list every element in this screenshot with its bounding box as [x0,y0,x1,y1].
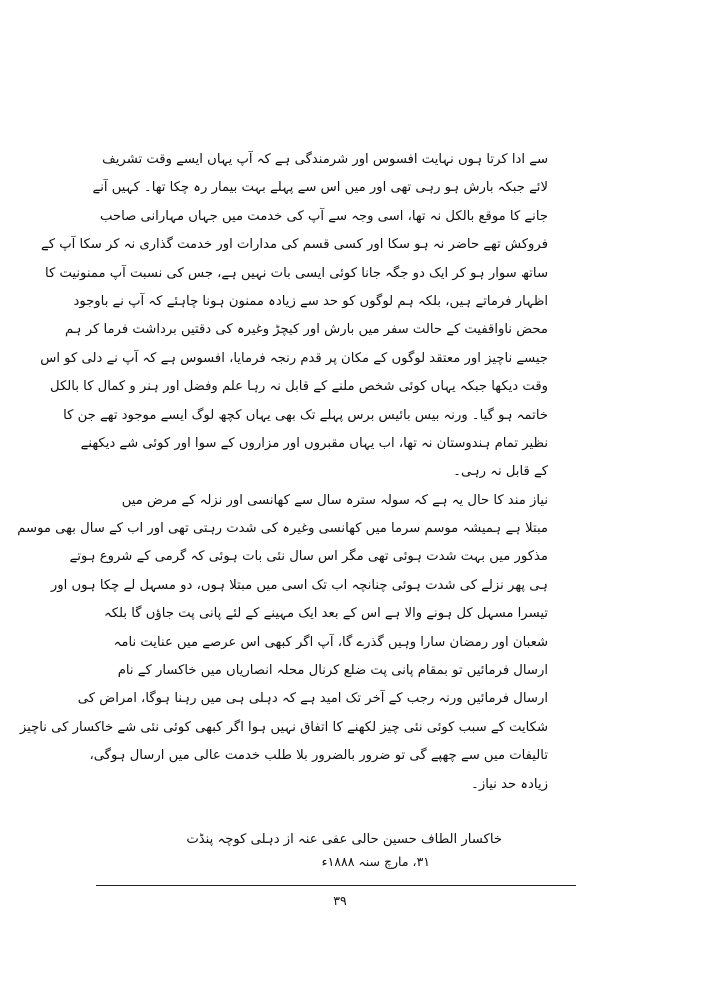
text-line: فروکش تھے حاضر نہ ہو سکا اور کسی قسم کی مدارات اور خدمت گذاری نہ کر سکا آپ کے [41,237,548,253]
text-line: ارسال فرمائیں تو بمقام پانی پت ضلع کرنال محلہ انصاریاں میں خاکسار کے نام [117,663,548,679]
text-line: ساتھ سوار ہو کر ایک دو جگہ جانا کوئی ایسی بات نہیں ہے، جس کی نسبت آپ ممنونیت کا [44,265,548,281]
text-line: لائے جبکہ بارش ہو رہی تھی اور میں اس سے پہلے بہت بیمار رہ چکا تھا۔ کہیں آنے [92,180,548,196]
text-line: مبتلا ہے ہمیشہ موسم سرما میں کھانسی وغیرہ کی شدت رہتی تھی اور اب کے سال بھی موسم [17,521,548,537]
text-line: زیادہ حد نیاز۔ [471,776,548,792]
letter-signature: خاکسار الطاف حسین حالی عفی عنہ از دہلی کوچہ پنڈت [186,832,502,847]
footer-divider [96,885,576,886]
text-line: تالیفات میں سے چھپے گی تو ضرور بالضرور بلا طلب خدمت عالی میں ارسال ہوگی، [89,748,548,764]
letter-date: ۳۱، مارچ سنہ ۱۸۸۸ء [321,854,430,869]
text-line: ہی پھر نزلے کی شدت ہوئی چنانچہ اب تک اسی میں مبتلا ہوں، دو مسہل لے چکا ہوں اور [50,577,548,593]
text-line: سے ادا کرتا ہوں نہایت افسوس اور شرمندگی ہے کہ آپ یہاں ایسے وقت تشریف [102,152,548,167]
text-line: مذکور میں بہت شدت ہوئی تھی مگر اس سال نئی بات ہوئی کہ گرمی کے شروع ہوتے [69,549,548,565]
text-line: نظیر تمام ہندوستان نہ تھا، اب یہاں مقبروں اور مزاروں کے سوا اور کوئی شے دیکھنے [80,435,548,451]
text-line: جیسے ناچیز اور معتقد لوگوں کے مکان پر قدم رنجہ فرمایا، افسوس ہے کہ آپ نے دلی کو اس [40,350,548,366]
text-line: ارسال فرمائیں ورنہ رجب کے آخر تک امید ہے کہ دہلی ہی میں رہنا ہوگا، امراض کی [77,691,548,707]
text-line: خاتمہ ہو گیا۔ ورنہ بیس بائیس برس پہلے تک بھی یہاں کچھ لوگ ایسے موجود تھے جن کا [63,407,548,423]
letter-body [17,146,548,799]
paragraph-1 [40,146,548,487]
text-line: شعبان اور رمضان سارا وہیں گذرے گا، آپ اگر کبھی اس عرصے میں عنایت نامہ [113,634,548,650]
text-line: محض ناواقفیت کے حالت سفر میں بارش اور کیچڑ وغیرہ کی دقتیں برداشت فرما کر ہم [65,322,548,338]
text-line: تیسرا مسہل کل ہونے والا ہے اس کے بعد ایک مہینے کے لئے پانی پت جاؤں گا بلکہ [104,606,548,622]
text-line: اظہار فرماتے ہیں، بلکہ ہم لوگوں کو حد سے زیادہ ممنون ہونا چاہئے کہ آپ نے باوجود [73,293,548,309]
paragraph-2 [17,487,548,799]
text-line: وقت دیکھا جبکہ یہاں کوئی شخص ملنے کے قابل نہ رہا علم وفضل اور ہنر و کمال کا بالکل [50,379,548,395]
text-line: کے قابل نہ رہی۔ [453,464,548,480]
page-number: ۳۹ [333,893,347,908]
text-line: شکایت کے سبب کوئی نئی چیز لکھنے کا اتفاق نہیں ہوا اگر کبھی کوئی نئی شے خاکسار کی ناچیز [19,719,548,735]
text-line: نیاز مند کا حال یہ ہے کہ سولہ سترہ سال سے کھانسی اور نزلہ کے مرض میں [121,492,548,508]
text-line: جانے کا موقع بالکل نہ تھا، اسی وجہ سے آپ کی خدمت میں جہاں مہارانی صاحب [100,208,548,224]
